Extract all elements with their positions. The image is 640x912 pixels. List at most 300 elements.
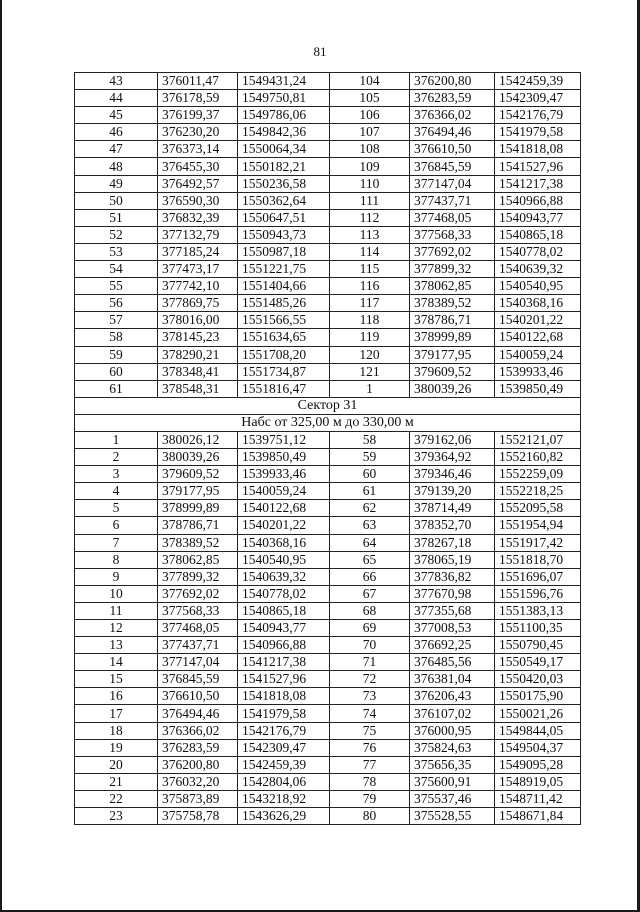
- y-coordinate: 1542309,47: [238, 739, 330, 756]
- point-number: 59: [75, 346, 158, 363]
- point-number: 64: [330, 534, 410, 551]
- point-number: 3: [75, 466, 158, 483]
- y-coordinate: 1540966,88: [495, 192, 581, 209]
- point-number: 77: [330, 756, 410, 773]
- y-coordinate: 1541217,38: [238, 654, 330, 671]
- y-coordinate: 1551634,65: [238, 329, 330, 346]
- x-coordinate: 376000,95: [410, 722, 495, 739]
- sector-subtitle: Набс от 325,00 м до 330,00 м: [75, 414, 581, 431]
- point-number: 1: [330, 380, 410, 397]
- y-coordinate: 1540122,68: [495, 329, 581, 346]
- y-coordinate: 1551383,13: [495, 602, 581, 619]
- point-number: 112: [330, 209, 410, 226]
- y-coordinate: 1550182,21: [238, 158, 330, 175]
- table-row: [75, 346, 581, 363]
- sector-title: Сектор 31: [75, 397, 581, 414]
- point-number: 108: [330, 141, 410, 158]
- point-number: 119: [330, 329, 410, 346]
- point-number: 61: [75, 380, 158, 397]
- x-coordinate: 376692,25: [410, 637, 495, 654]
- table-row: [75, 243, 581, 260]
- point-number: 60: [75, 363, 158, 380]
- x-coordinate: 376832,39: [158, 209, 238, 226]
- y-coordinate: 1549504,37: [495, 739, 581, 756]
- y-coordinate: 1551954,94: [495, 517, 581, 534]
- page-number: 81: [313, 44, 327, 59]
- table-row: [75, 808, 581, 825]
- x-coordinate: 378267,18: [410, 534, 495, 551]
- x-coordinate: 378062,85: [410, 278, 495, 295]
- table-row: [75, 363, 581, 380]
- table-row: [75, 637, 581, 654]
- table-row: [75, 790, 581, 807]
- point-number: 104: [330, 73, 410, 90]
- x-coordinate: 376455,30: [158, 158, 238, 175]
- table-row: [75, 483, 581, 500]
- point-number: 16: [75, 688, 158, 705]
- x-coordinate: 378062,85: [158, 551, 238, 568]
- point-number: 11: [75, 602, 158, 619]
- y-coordinate: 1539850,49: [495, 380, 581, 397]
- y-coordinate: 1540059,24: [238, 483, 330, 500]
- point-number: 22: [75, 790, 158, 807]
- point-number: 117: [330, 295, 410, 312]
- table-row: [75, 449, 581, 466]
- table-row: [75, 705, 581, 722]
- x-coordinate: 377468,05: [410, 209, 495, 226]
- table-row: [75, 175, 581, 192]
- point-number: 118: [330, 312, 410, 329]
- point-number: 7: [75, 534, 158, 551]
- x-coordinate: 379177,95: [158, 483, 238, 500]
- y-coordinate: 1540943,77: [238, 620, 330, 637]
- y-coordinate: 1549431,24: [238, 73, 330, 90]
- table-row: [75, 585, 581, 602]
- y-coordinate: 1541217,38: [495, 175, 581, 192]
- y-coordinate: 1541979,58: [238, 705, 330, 722]
- y-coordinate: 1551221,75: [238, 261, 330, 278]
- y-coordinate: 1548671,84: [495, 808, 581, 825]
- x-coordinate: 376381,04: [410, 671, 495, 688]
- point-number: 115: [330, 261, 410, 278]
- table-row: [75, 551, 581, 568]
- point-number: 57: [75, 312, 158, 329]
- y-coordinate: 1539933,46: [495, 363, 581, 380]
- y-coordinate: 1541527,96: [238, 671, 330, 688]
- y-coordinate: 1542176,79: [495, 107, 581, 124]
- point-number: 53: [75, 243, 158, 260]
- y-coordinate: 1552095,58: [495, 500, 581, 517]
- x-coordinate: 377836,82: [410, 568, 495, 585]
- y-coordinate: 1542176,79: [238, 722, 330, 739]
- y-coordinate: 1540059,24: [495, 346, 581, 363]
- x-coordinate: 375873,89: [158, 790, 238, 807]
- x-coordinate: 376011,47: [158, 73, 238, 90]
- table-row: [75, 688, 581, 705]
- point-number: 60: [330, 466, 410, 483]
- x-coordinate: 380039,26: [158, 449, 238, 466]
- y-coordinate: 1549842,36: [238, 124, 330, 141]
- point-number: 49: [75, 175, 158, 192]
- x-coordinate: 377437,71: [158, 637, 238, 654]
- sector-header: [75, 397, 581, 431]
- y-coordinate: 1540865,18: [495, 226, 581, 243]
- point-number: 67: [330, 585, 410, 602]
- point-number: 59: [330, 449, 410, 466]
- point-number: 121: [330, 363, 410, 380]
- y-coordinate: 1540368,16: [495, 295, 581, 312]
- x-coordinate: 378389,52: [158, 534, 238, 551]
- y-coordinate: 1552121,07: [495, 431, 581, 448]
- y-coordinate: 1551917,42: [495, 534, 581, 551]
- x-coordinate: 378786,71: [410, 312, 495, 329]
- x-coordinate: 377185,24: [158, 243, 238, 260]
- y-coordinate: 1551734,87: [238, 363, 330, 380]
- table-row: [75, 141, 581, 158]
- point-number: 19: [75, 739, 158, 756]
- x-coordinate: 376845,59: [158, 671, 238, 688]
- x-coordinate: 376283,59: [410, 90, 495, 107]
- sector-subtitle-row: [75, 414, 581, 431]
- x-coordinate: 378389,52: [410, 295, 495, 312]
- y-coordinate: 1540639,32: [495, 261, 581, 278]
- table-row: [75, 756, 581, 773]
- point-number: 72: [330, 671, 410, 688]
- table-row: [75, 500, 581, 517]
- table-row: [75, 192, 581, 209]
- x-coordinate: 377742,10: [158, 278, 238, 295]
- x-coordinate: 376206,43: [410, 688, 495, 705]
- x-coordinate: 378714,49: [410, 500, 495, 517]
- point-number: 69: [330, 620, 410, 637]
- table-row: [75, 261, 581, 278]
- table-row: [75, 380, 581, 397]
- y-coordinate: 1551404,66: [238, 278, 330, 295]
- x-coordinate: 378065,19: [410, 551, 495, 568]
- x-coordinate: 377869,75: [158, 295, 238, 312]
- point-number: 63: [330, 517, 410, 534]
- point-number: 20: [75, 756, 158, 773]
- point-number: 48: [75, 158, 158, 175]
- x-coordinate: 376492,57: [158, 175, 238, 192]
- x-coordinate: 377355,68: [410, 602, 495, 619]
- y-coordinate: 1550236,58: [238, 175, 330, 192]
- y-coordinate: 1540865,18: [238, 602, 330, 619]
- table-row: [75, 124, 581, 141]
- x-coordinate: 376032,20: [158, 773, 238, 790]
- x-coordinate: 376610,50: [410, 141, 495, 158]
- table-section-1: [75, 73, 581, 398]
- point-number: 54: [75, 261, 158, 278]
- table-row: [75, 466, 581, 483]
- x-coordinate: 375656,35: [410, 756, 495, 773]
- point-number: 5: [75, 500, 158, 517]
- y-coordinate: 1540201,22: [495, 312, 581, 329]
- y-coordinate: 1550790,45: [495, 637, 581, 654]
- x-coordinate: 375600,91: [410, 773, 495, 790]
- point-number: 23: [75, 808, 158, 825]
- table-row: [75, 278, 581, 295]
- point-number: 2: [75, 449, 158, 466]
- y-coordinate: 1549786,06: [238, 107, 330, 124]
- table-row: [75, 773, 581, 790]
- y-coordinate: 1540201,22: [238, 517, 330, 534]
- point-number: 13: [75, 637, 158, 654]
- point-number: 6: [75, 517, 158, 534]
- y-coordinate: 1549844,05: [495, 722, 581, 739]
- point-number: 68: [330, 602, 410, 619]
- point-number: 12: [75, 620, 158, 637]
- point-number: 70: [330, 637, 410, 654]
- point-number: 1: [75, 431, 158, 448]
- y-coordinate: 1550647,51: [238, 209, 330, 226]
- y-coordinate: 1550021,26: [495, 705, 581, 722]
- x-coordinate: 377147,04: [158, 654, 238, 671]
- x-coordinate: 378786,71: [158, 517, 238, 534]
- x-coordinate: 376178,59: [158, 90, 238, 107]
- point-number: 58: [330, 431, 410, 448]
- x-coordinate: 379139,20: [410, 483, 495, 500]
- table-row: [75, 209, 581, 226]
- x-coordinate: 377568,33: [158, 602, 238, 619]
- x-coordinate: 378348,41: [158, 363, 238, 380]
- x-coordinate: 376494,46: [158, 705, 238, 722]
- point-number: 76: [330, 739, 410, 756]
- point-number: 43: [75, 73, 158, 90]
- point-number: 105: [330, 90, 410, 107]
- point-number: 78: [330, 773, 410, 790]
- point-number: 71: [330, 654, 410, 671]
- y-coordinate: 1550175,90: [495, 688, 581, 705]
- y-coordinate: 1541818,08: [495, 141, 581, 158]
- point-number: 109: [330, 158, 410, 175]
- x-coordinate: 378548,31: [158, 380, 238, 397]
- point-number: 46: [75, 124, 158, 141]
- x-coordinate: 376494,46: [410, 124, 495, 141]
- point-number: 106: [330, 107, 410, 124]
- point-number: 114: [330, 243, 410, 260]
- point-number: 111: [330, 192, 410, 209]
- x-coordinate: 378999,89: [158, 500, 238, 517]
- table-row: [75, 158, 581, 175]
- x-coordinate: 375537,46: [410, 790, 495, 807]
- y-coordinate: 1542309,47: [495, 90, 581, 107]
- table-row: [75, 90, 581, 107]
- x-coordinate: 377132,79: [158, 226, 238, 243]
- y-coordinate: 1540966,88: [238, 637, 330, 654]
- y-coordinate: 1540639,32: [238, 568, 330, 585]
- point-number: 10: [75, 585, 158, 602]
- x-coordinate: 380026,12: [158, 431, 238, 448]
- x-coordinate: 377468,05: [158, 620, 238, 637]
- x-coordinate: 376373,14: [158, 141, 238, 158]
- y-coordinate: 1540368,16: [238, 534, 330, 551]
- point-number: 110: [330, 175, 410, 192]
- y-coordinate: 1550362,64: [238, 192, 330, 209]
- point-number: 21: [75, 773, 158, 790]
- table-row: [75, 226, 581, 243]
- x-coordinate: 379609,52: [158, 466, 238, 483]
- x-coordinate: 379609,52: [410, 363, 495, 380]
- x-coordinate: 376366,02: [158, 722, 238, 739]
- point-number: 113: [330, 226, 410, 243]
- point-number: 65: [330, 551, 410, 568]
- table-row: [75, 671, 581, 688]
- y-coordinate: 1541527,96: [495, 158, 581, 175]
- point-number: 74: [330, 705, 410, 722]
- point-number: 9: [75, 568, 158, 585]
- x-coordinate: 377899,32: [158, 568, 238, 585]
- point-number: 58: [75, 329, 158, 346]
- y-coordinate: 1542459,39: [238, 756, 330, 773]
- y-coordinate: 1539751,12: [238, 431, 330, 448]
- point-number: 56: [75, 295, 158, 312]
- x-coordinate: 377692,02: [158, 585, 238, 602]
- coordinates-table: [74, 72, 581, 825]
- y-coordinate: 1551696,07: [495, 568, 581, 585]
- y-coordinate: 1540943,77: [495, 209, 581, 226]
- point-number: 44: [75, 90, 158, 107]
- y-coordinate: 1541979,58: [495, 124, 581, 141]
- x-coordinate: 378290,21: [158, 346, 238, 363]
- point-number: 66: [330, 568, 410, 585]
- y-coordinate: 1551596,76: [495, 585, 581, 602]
- point-number: 80: [330, 808, 410, 825]
- point-number: 73: [330, 688, 410, 705]
- table-section-2: [75, 431, 581, 824]
- point-number: 61: [330, 483, 410, 500]
- x-coordinate: 377437,71: [410, 192, 495, 209]
- x-coordinate: 377670,98: [410, 585, 495, 602]
- x-coordinate: 375758,78: [158, 808, 238, 825]
- point-number: 15: [75, 671, 158, 688]
- point-number: 120: [330, 346, 410, 363]
- table-row: [75, 517, 581, 534]
- x-coordinate: 377473,17: [158, 261, 238, 278]
- x-coordinate: 376845,59: [410, 158, 495, 175]
- y-coordinate: 1551816,47: [238, 380, 330, 397]
- point-number: 45: [75, 107, 158, 124]
- x-coordinate: 377692,02: [410, 243, 495, 260]
- table-row: [75, 295, 581, 312]
- y-coordinate: 1550420,03: [495, 671, 581, 688]
- x-coordinate: 376200,80: [158, 756, 238, 773]
- x-coordinate: 378999,89: [410, 329, 495, 346]
- x-coordinate: 379364,92: [410, 449, 495, 466]
- point-number: 62: [330, 500, 410, 517]
- y-coordinate: 1539850,49: [238, 449, 330, 466]
- x-coordinate: 379177,95: [410, 346, 495, 363]
- x-coordinate: 376199,37: [158, 107, 238, 124]
- table-row: [75, 107, 581, 124]
- table-row: [75, 620, 581, 637]
- table-row: [75, 722, 581, 739]
- table-row: [75, 602, 581, 619]
- sector-title-row: [75, 397, 581, 414]
- y-coordinate: 1548919,05: [495, 773, 581, 790]
- x-coordinate: 377008,53: [410, 620, 495, 637]
- y-coordinate: 1551566,55: [238, 312, 330, 329]
- table-row: [75, 534, 581, 551]
- x-coordinate: 377568,33: [410, 226, 495, 243]
- y-coordinate: 1540540,95: [238, 551, 330, 568]
- x-coordinate: 375528,55: [410, 808, 495, 825]
- x-coordinate: 376366,02: [410, 107, 495, 124]
- y-coordinate: 1540778,02: [495, 243, 581, 260]
- x-coordinate: 378145,23: [158, 329, 238, 346]
- y-coordinate: 1551485,26: [238, 295, 330, 312]
- table-row: [75, 431, 581, 448]
- y-coordinate: 1549750,81: [238, 90, 330, 107]
- x-coordinate: 376610,50: [158, 688, 238, 705]
- y-coordinate: 1550064,34: [238, 141, 330, 158]
- y-coordinate: 1549095,28: [495, 756, 581, 773]
- y-coordinate: 1552259,09: [495, 466, 581, 483]
- y-coordinate: 1543626,29: [238, 808, 330, 825]
- point-number: 50: [75, 192, 158, 209]
- point-number: 47: [75, 141, 158, 158]
- point-number: 4: [75, 483, 158, 500]
- table-row: [75, 73, 581, 90]
- point-number: 51: [75, 209, 158, 226]
- point-number: 52: [75, 226, 158, 243]
- table-row: [75, 568, 581, 585]
- y-coordinate: 1548711,42: [495, 790, 581, 807]
- point-number: 18: [75, 722, 158, 739]
- x-coordinate: 376230,20: [158, 124, 238, 141]
- table-row: [75, 329, 581, 346]
- point-number: 14: [75, 654, 158, 671]
- x-coordinate: 378016,00: [158, 312, 238, 329]
- point-number: 107: [330, 124, 410, 141]
- y-coordinate: 1540778,02: [238, 585, 330, 602]
- x-coordinate: 375824,63: [410, 739, 495, 756]
- x-coordinate: 379162,06: [410, 431, 495, 448]
- y-coordinate: 1540540,95: [495, 278, 581, 295]
- y-coordinate: 1550549,17: [495, 654, 581, 671]
- point-number: 17: [75, 705, 158, 722]
- y-coordinate: 1542459,39: [495, 73, 581, 90]
- x-coordinate: 379346,46: [410, 466, 495, 483]
- x-coordinate: 380039,26: [410, 380, 495, 397]
- y-coordinate: 1550943,73: [238, 226, 330, 243]
- y-coordinate: 1551818,70: [495, 551, 581, 568]
- y-coordinate: 1551708,20: [238, 346, 330, 363]
- point-number: 116: [330, 278, 410, 295]
- x-coordinate: 377147,04: [410, 175, 495, 192]
- x-coordinate: 376283,59: [158, 739, 238, 756]
- y-coordinate: 1542804,06: [238, 773, 330, 790]
- x-coordinate: 376107,02: [410, 705, 495, 722]
- point-number: 8: [75, 551, 158, 568]
- point-number: 79: [330, 790, 410, 807]
- x-coordinate: 378352,70: [410, 517, 495, 534]
- table-row: [75, 654, 581, 671]
- y-coordinate: 1543218,92: [238, 790, 330, 807]
- y-coordinate: 1540122,68: [238, 500, 330, 517]
- x-coordinate: 376485,56: [410, 654, 495, 671]
- y-coordinate: 1539933,46: [238, 466, 330, 483]
- point-number: 55: [75, 278, 158, 295]
- x-coordinate: 376590,30: [158, 192, 238, 209]
- y-coordinate: 1541818,08: [238, 688, 330, 705]
- x-coordinate: 377899,32: [410, 261, 495, 278]
- y-coordinate: 1552218,25: [495, 483, 581, 500]
- table-row: [75, 739, 581, 756]
- point-number: 75: [330, 722, 410, 739]
- y-coordinate: 1550987,18: [238, 243, 330, 260]
- y-coordinate: 1551100,35: [495, 620, 581, 637]
